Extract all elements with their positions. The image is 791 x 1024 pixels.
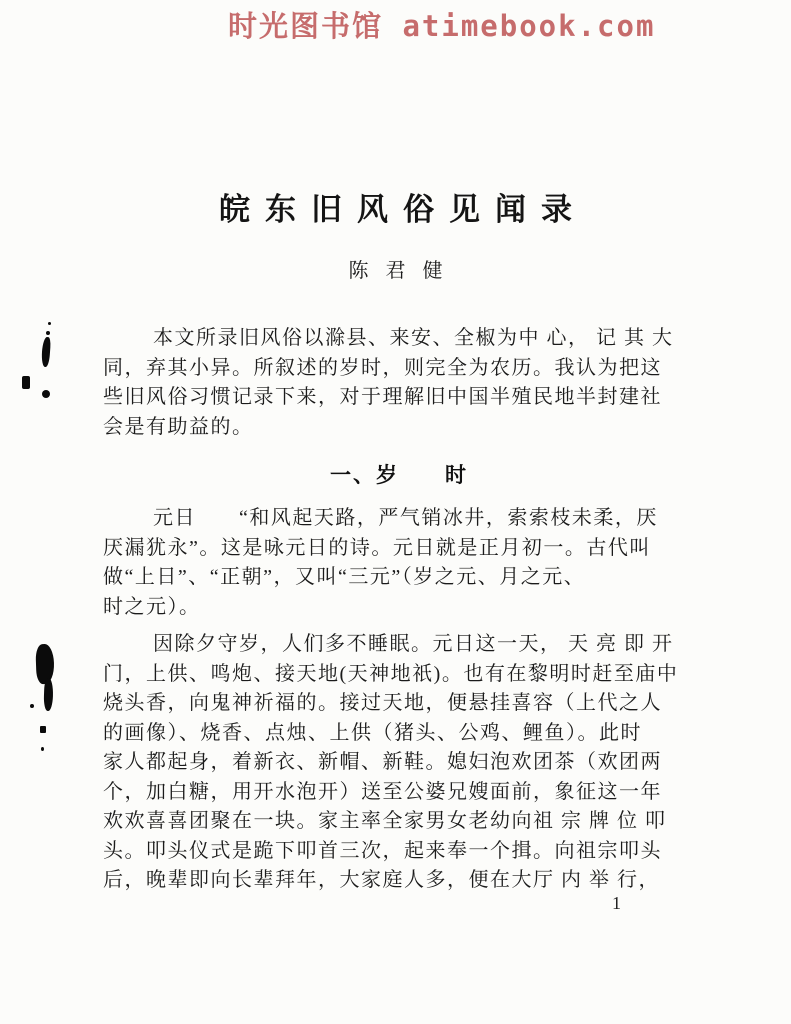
text-line: 本文所录旧风俗以滁县、来安、全椒为中 心， 记 其 大: [153, 327, 674, 349]
ink-smudge: [22, 376, 30, 389]
ink-smudge: [43, 678, 53, 711]
ink-smudge: [35, 644, 54, 685]
text-line: 做“上日”、“正朝”，又叫“三元”（岁之元、月之元、: [103, 566, 586, 588]
ink-smudge: [48, 322, 51, 325]
chuxi-paragraph: [103, 630, 695, 896]
text-line: 后，晚辈即向长辈拜年，大家庭人多，便在大厅 内 举 行，: [103, 869, 660, 891]
text-line: 门，上供、鸣炮、接天地(天神地祇)。也有在黎明时赶至庙中: [103, 662, 679, 685]
text-line: 烧头香，向鬼神祈福的。接过天地，便悬挂喜容（上代之人: [103, 692, 662, 714]
section-heading-suishi: 一、岁 时: [330, 463, 468, 487]
text-line: 时之元）。: [103, 595, 201, 618]
text-line: 同，弃其小异。所叙述的岁时，则完全为农历。我认为把这: [103, 356, 662, 379]
text-line: 些旧风俗习惯记录下来，对于理解旧中国半殖民地半封建社: [103, 386, 662, 408]
yuanri-paragraph: [103, 504, 695, 622]
text-line: 头。叩头仪式是跪下叩首三次，起来奉一个揖。向祖宗叩头: [103, 839, 662, 862]
ink-smudge: [42, 390, 50, 398]
page-number: 1: [612, 893, 621, 913]
text-line: 的画像）、烧香、点烛、上供（猪头、公鸡、鲤鱼）。此时: [103, 721, 642, 744]
article-author: 陈君健: [348, 260, 460, 282]
ink-smudge: [41, 747, 44, 751]
ink-smudge: [46, 331, 50, 335]
text-line: 厌漏犹永”。这是咏元日的诗。元日就是正月初一。古代叫: [103, 536, 651, 559]
text-line: 欢欢喜喜团聚在一块。家主率全家男女老幼向祖 宗 牌 位 叩: [103, 810, 667, 832]
text-line: 因除夕守岁，人们多不睡眠。元日这一天， 天 亮 即 开: [153, 633, 674, 655]
text-line: 元日 “和风起天路，严气销冰井，索索枝未柔，厌: [153, 507, 658, 529]
article-title: 皖东旧风俗见闻录: [219, 192, 587, 227]
intro-paragraph: [103, 324, 695, 442]
ink-smudge: [30, 704, 34, 708]
ink-smudge: [40, 726, 46, 733]
text-line: 个，加白糖，用开水泡开）送至公婆兄嫂面前，象征这一年: [103, 780, 662, 803]
text-line: 家人都起身，着新衣、新帽、新鞋。媳妇泡欢团茶（欢团两: [103, 751, 662, 773]
text-line: 会是有助益的。: [103, 415, 254, 438]
ink-smudge: [41, 337, 51, 367]
library-watermark: 时光图书馆 atimebook.com: [228, 9, 656, 43]
article-body: [103, 324, 695, 896]
